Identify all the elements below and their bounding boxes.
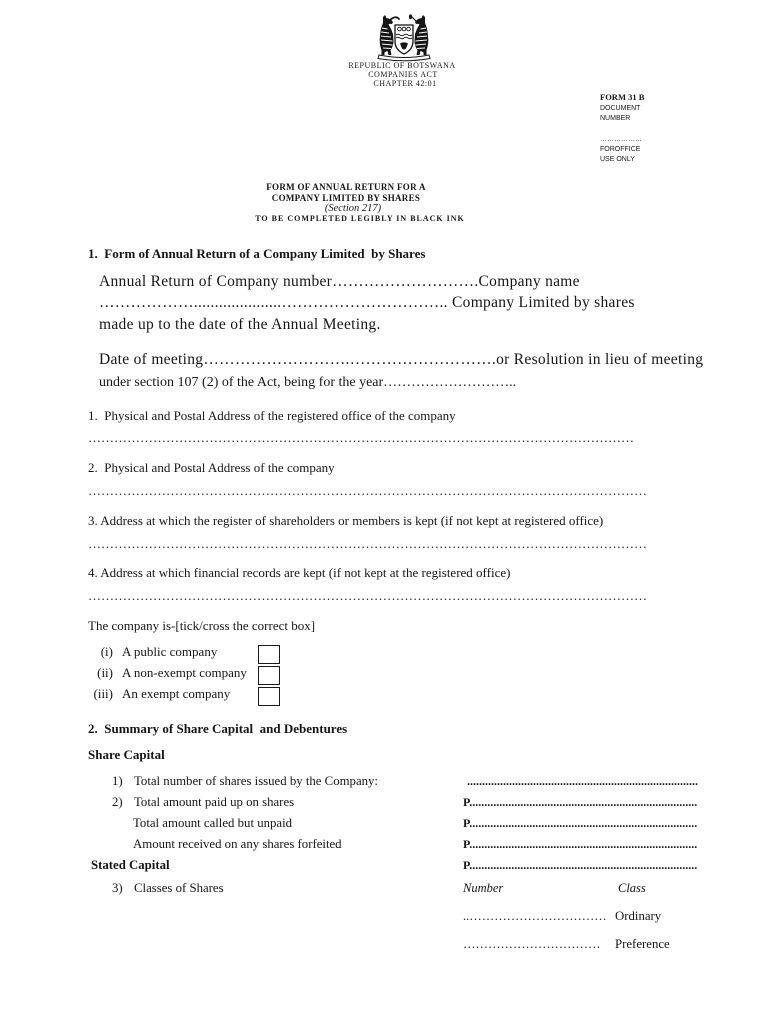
section1-heading: 1. Form of Annual Return of a Company Limited by Shares: [88, 246, 426, 261]
ordinary-class-label: Ordinary: [615, 909, 662, 923]
return-line-date-of-meeting: Date of meeting……………………….……………………….or Resolution in lieu of meeting: [99, 351, 704, 368]
section2-heading: 2. Summary of Share Capital and Debentures: [88, 721, 348, 736]
company-type-non-exempt-label: A non-exempt company: [122, 665, 247, 680]
coat-of-arms-emblem: [372, 14, 436, 62]
item-number: 3): [112, 881, 123, 895]
republic-heading: REPUBLIC OF BOTSWANA: [348, 61, 456, 70]
class-column-header: Class: [618, 881, 646, 895]
section-reference: (Section 217): [324, 203, 382, 214]
classes-of-shares-label: Classes of Shares: [134, 881, 224, 895]
item-number: 2): [112, 795, 123, 809]
office-use-blank: ………………: [600, 136, 642, 143]
return-line-annual-meeting: made up to the date of the Annual Meeting.: [99, 316, 381, 333]
amount-called-unpaid-blank: P............................................................................: [463, 816, 698, 830]
address-company-blank: …………………………………………………………………………………………………………………: [88, 483, 647, 498]
address-financial-records-blank: …………………………………………………………………………………………………………………: [88, 588, 647, 603]
address-registered-office-label: 1. Physical and Postal Address of the registered office of the company: [88, 408, 456, 423]
form-number: FORM 31 B: [600, 92, 645, 102]
return-line-year: under section 107 (2) of the Act, being for the year………………………..: [99, 375, 517, 390]
return-line-company-limited: ……………….....................………………………….. Company Limited by shares: [99, 294, 635, 311]
stated-capital-label: Stated Capital: [91, 858, 170, 872]
company-type-numeral: (ii): [97, 665, 113, 680]
motto-scroll: [378, 55, 430, 61]
use-only-label: USE ONLY: [600, 156, 635, 163]
shares-issued-blank: .............................................................................: [467, 774, 698, 788]
share-capital-heading: Share Capital: [88, 747, 165, 762]
preference-class-label: Preference: [615, 937, 670, 951]
ink-instruction: TO BE COMPLETED LEGIBLY IN BLACK INK: [255, 214, 465, 223]
company-type-prompt: The company is-[tick/cross the correct box]: [88, 618, 316, 633]
stated-capital-blank: P............................................................................: [463, 858, 698, 872]
amount-called-unpaid-label: Total amount called but unpaid: [133, 816, 293, 830]
form-title-line1: FORM OF ANNUAL RETURN FOR A: [266, 182, 426, 192]
address-registered-office-blank: ………………………………………………………………………………………………………………: [88, 430, 634, 445]
company-type-non-exempt-checkbox[interactable]: [258, 666, 280, 685]
shares-issued-label: Total number of shares issued by the Company:: [134, 774, 378, 788]
act-heading: COMPANIES ACT: [368, 70, 438, 79]
company-type-public-checkbox[interactable]: [258, 645, 280, 664]
shield: [395, 25, 413, 54]
amount-forfeited-label: Amount received on any shares forfeited: [133, 837, 342, 851]
chapter-heading: CHAPTER 42:01: [373, 79, 437, 88]
amount-paid-up-label: Total amount paid up on shares: [134, 795, 295, 809]
document-label: DOCUMENT: [600, 105, 641, 112]
amount-paid-up-blank: P............................................................................: [463, 795, 698, 809]
item-number: 1): [112, 774, 123, 788]
company-type-numeral: (i): [100, 644, 113, 659]
return-line-company-number: Annual Return of Company number……………………….Company name: [99, 273, 580, 290]
ordinary-number-blank: ..……………………………: [463, 909, 607, 923]
address-register-blank: …………………………………………………………………………………………………………………: [88, 536, 647, 551]
company-type-public-label: A public company: [122, 644, 218, 659]
address-financial-records-label: 4. Address at which financial records are kept (if not kept at the registered office): [88, 565, 511, 580]
preference-number-blank: ……………………………: [463, 937, 601, 951]
address-register-label: 3. Address at which the register of shareholders or members is kept (if not kept at registered office): [88, 513, 604, 528]
company-type-exempt-label: An exempt company: [122, 686, 231, 701]
for-office-label: FOROFFICE: [600, 146, 641, 153]
company-type-exempt-checkbox[interactable]: [258, 687, 280, 706]
form-title-line2: COMPANY LIMITED BY SHARES: [271, 193, 421, 203]
number-label: NUMBER: [600, 115, 631, 122]
company-type-numeral: (iii): [93, 686, 113, 701]
address-company-label: 2. Physical and Postal Address of the company: [88, 460, 335, 475]
number-column-header: Number: [463, 881, 504, 895]
amount-forfeited-blank: P............................................................................: [463, 837, 698, 851]
